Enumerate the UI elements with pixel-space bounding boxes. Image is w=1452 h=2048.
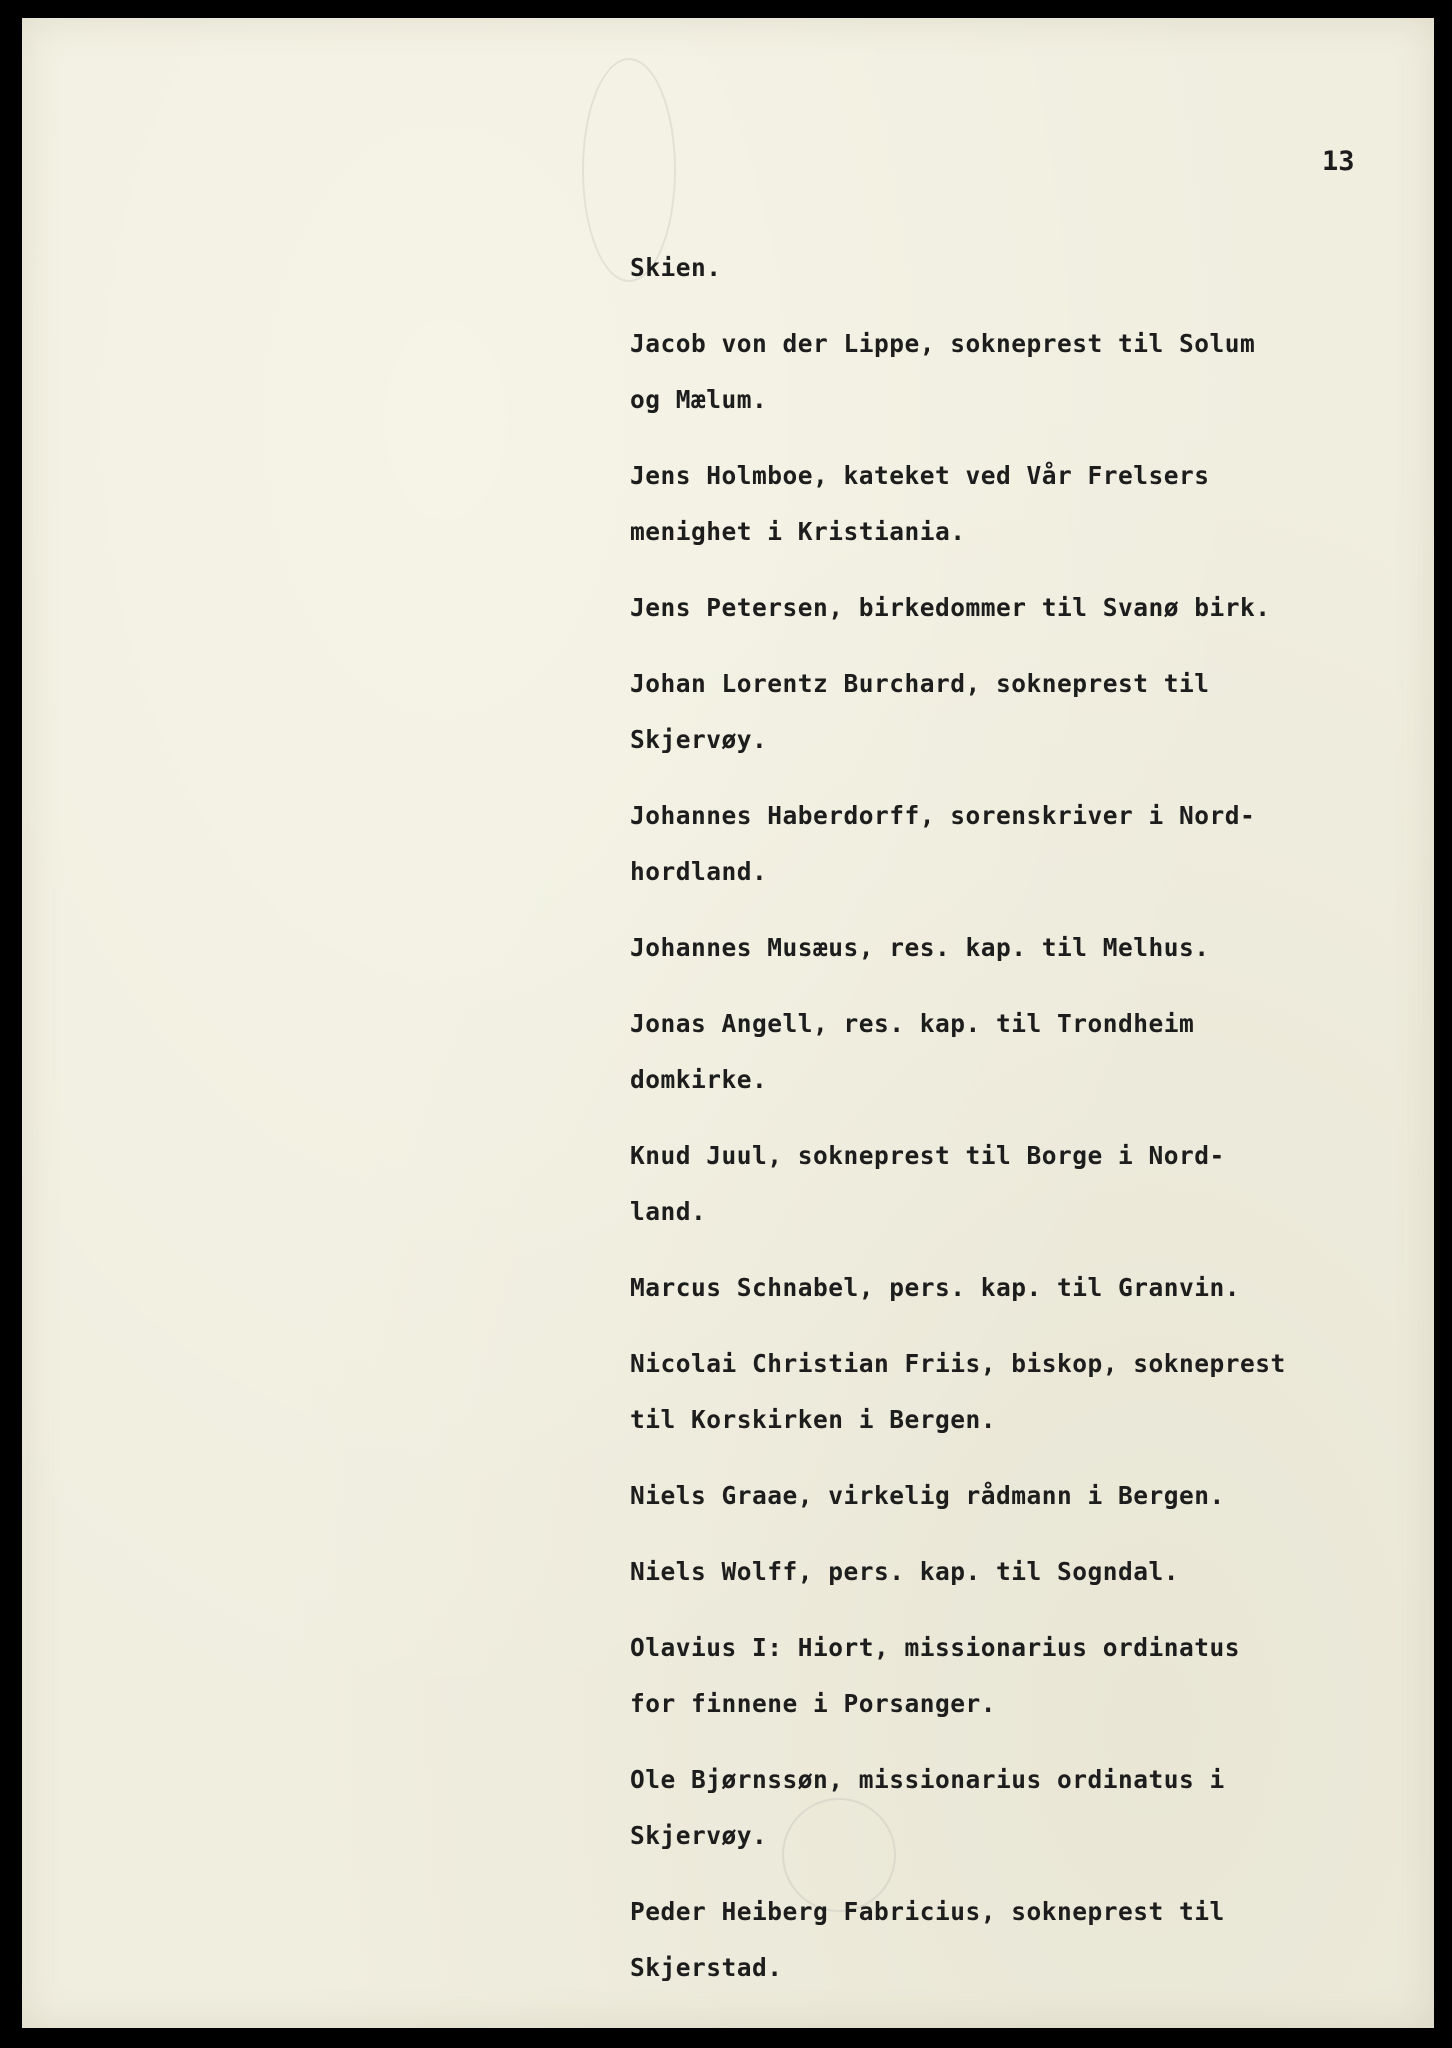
list-item <box>630 240 1410 296</box>
list-item <box>630 788 1410 900</box>
list-item <box>630 996 1410 1108</box>
entry-line: og Mælum. <box>630 385 768 414</box>
entry-line: Jens Petersen, birkedommer til Svanø birk. <box>630 593 1271 622</box>
list-item <box>630 1884 1410 1996</box>
entry-line: Johannes Musæus, res. kap. til Melhus. <box>630 933 1210 962</box>
list-item <box>630 1128 1410 1240</box>
entry-line: Johannes Haberdorff, sorenskriver i Nord- <box>630 801 1256 830</box>
entry-line: Jens Holmboe, kateket ved Vår Frelsers <box>630 461 1210 490</box>
entry-line: Olavius I: Hiort, missionarius ordinatus <box>630 1633 1241 1662</box>
list-item <box>630 1752 1410 1864</box>
entry-line: til Korskirken i Bergen. <box>630 1405 997 1434</box>
list-item <box>630 316 1410 428</box>
entry-line: Jacob von der Lippe, sokneprest til Solum <box>630 329 1256 358</box>
entry-line: land. <box>630 1197 707 1226</box>
entry-line: Knud Juul, sokneprest til Borge i Nord- <box>630 1141 1225 1170</box>
entry-line: for finnene i Porsanger. <box>630 1689 997 1718</box>
list-item <box>630 1260 1410 1316</box>
list-item <box>630 1468 1410 1524</box>
entry-line: Skien. <box>630 253 722 282</box>
entry-line: Peder Heiberg Fabricius, sokneprest til <box>630 1897 1225 1926</box>
entry-line: Jonas Angell, res. kap. til Trondheim <box>630 1009 1195 1038</box>
entry-line: hordland. <box>630 857 768 886</box>
entry-line: domkirke. <box>630 1065 768 1094</box>
list-item <box>630 656 1410 768</box>
entry-line: Ole Bjørnssøn, missionarius ordinatus i <box>630 1765 1225 1794</box>
entry-line: Niels Graae, virkelig rådmann i Bergen. <box>630 1481 1225 1510</box>
entry-line: menighet i Kristiania. <box>630 517 966 546</box>
list-item <box>630 1620 1410 1732</box>
list-item <box>630 920 1410 976</box>
entry-line: Niels Wolff, pers. kap. til Sogndal. <box>630 1557 1180 1586</box>
entry-line: Skjervøy. <box>630 725 768 754</box>
list-item <box>630 580 1410 636</box>
document-page <box>22 18 1434 2028</box>
list-item <box>630 448 1410 560</box>
entry-line: Marcus Schnabel, pers. kap. til Granvin. <box>630 1273 1241 1302</box>
entry-line: Skjerstad. <box>630 1953 783 1982</box>
list-item <box>630 1544 1410 1600</box>
list-item <box>630 1336 1410 1448</box>
entry-line: Skjervøy. <box>630 1821 768 1850</box>
entry-line: Nicolai Christian Friis, biskop, sokneprest <box>630 1349 1286 1378</box>
entry-list <box>630 240 1410 2016</box>
page-number: 13 <box>1322 146 1355 177</box>
entry-line: Johan Lorentz Burchard, sokneprest til <box>630 669 1210 698</box>
